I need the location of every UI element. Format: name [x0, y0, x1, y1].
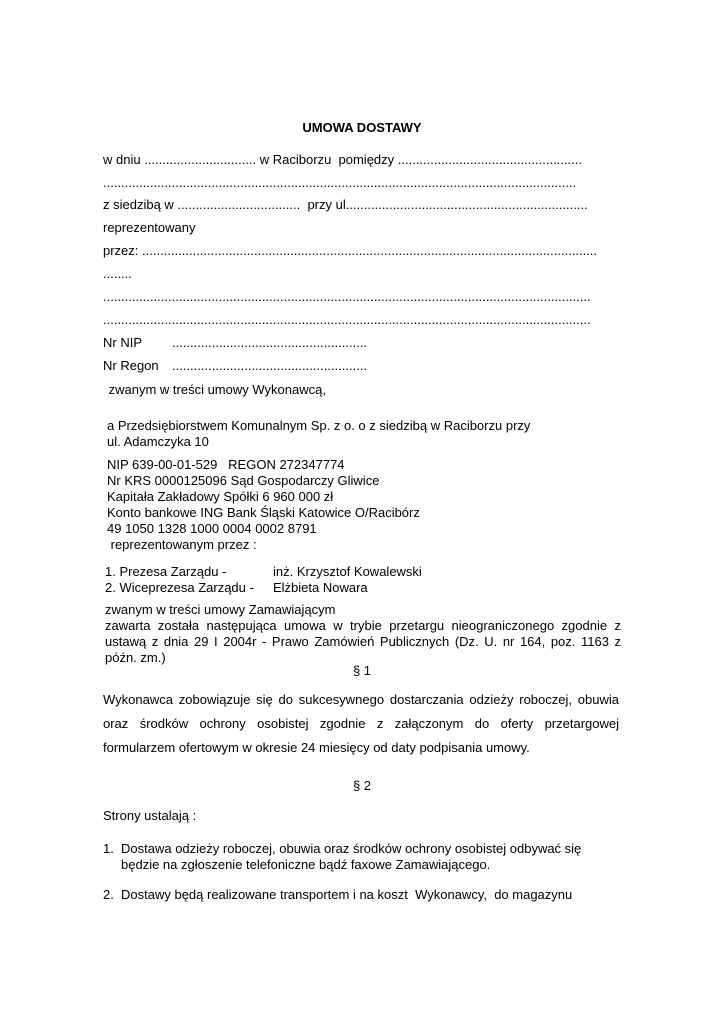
- section-1-line-2: oraz środków ochrony osobistej zgodnie z załączonym do oferty przetargowej: [103, 716, 619, 731]
- section-2-item-2-line-1: Dostawy będą realizowane transportem i na koszt Wykonawcy, do magazynu: [121, 887, 573, 902]
- legal-basis-line-1: zawarta została następująca umowa w trybie przetargu nieograniczonego zgodnie z: [105, 618, 621, 633]
- section-2-item-1-line-2: będzie na zgłoszenie telefoniczne bądź faxowe Zamawiającego.: [121, 857, 491, 872]
- header-line-dots-2: .......................................................................................................................................: [103, 312, 591, 327]
- section-1-heading: § 1: [352, 663, 372, 678]
- client-clause: zwanym w treści umowy Zamawiającym: [105, 602, 336, 617]
- header-line-address: z siedzibą w .................................. przy ul...................................................................: [103, 197, 588, 212]
- nip-value: ......................................................: [172, 335, 368, 350]
- rep-name-2: Elżbieta Nowara: [273, 580, 368, 595]
- company-represented-by: reprezentowanym przez :: [107, 537, 257, 552]
- legal-basis-line-2: ustawą z dnia 29 I 2004r - Prawo Zamówień Publicznych (Dz. U. nr 164, poz. 1163 z: [105, 634, 621, 649]
- rep-role-2: 2. Wiceprezesa Zarządu -: [105, 580, 254, 595]
- header-line-dots-1: .......................................................................................................................................: [103, 289, 591, 304]
- company-bank: Konto bankowe ING Bank Śląski Katowice O/Racibórz: [107, 505, 420, 520]
- rep-role-1: 1. Prezesa Zarządu -: [105, 564, 227, 579]
- party-line-1: a Przedsiębiorstwem Komunalnym Sp. z o. o z siedzibą w Raciborzu przy: [107, 418, 531, 433]
- rep-name-1: inż. Krzysztof Kowalewski: [273, 564, 422, 579]
- section-2-intro: Strony ustalają :: [103, 808, 197, 823]
- section-1-line-3: formularzem ofertowym w okresie 24 miesięcy od daty podpisania umowy.: [103, 740, 530, 755]
- header-line-blank: ...................................................................................................................................: [103, 175, 577, 190]
- party-line-2: ul. Adamczyka 10: [107, 434, 209, 449]
- section-2-heading: § 2: [352, 778, 372, 793]
- section-2-item-2-number: 2.: [103, 887, 114, 902]
- section-2-item-1-line-1: Dostawa odzieży roboczej, obuwia oraz środków ochrony osobistej odbywać się: [121, 841, 582, 856]
- contractor-clause: zwanym w treści umowy Wykonawcą,: [105, 382, 326, 397]
- company-account: 49 1050 1328 1000 0004 0002 8791: [107, 521, 317, 536]
- regon-value: ......................................................: [172, 358, 368, 373]
- header-line-by: przez: ..............................................................................................................................: [103, 243, 598, 258]
- header-line-date: w dniu ............................... w Raciborzu pomiędzy ...................................................: [103, 152, 582, 167]
- section-2-item-1-number: 1.: [103, 841, 114, 856]
- regon-label: Nr Regon: [103, 358, 159, 373]
- company-capital: Kapitała Zakładowy Spółki 6 960 000 zł: [107, 489, 334, 504]
- company-nip-regon: NIP 639-00-01-529 REGON 272347774: [107, 457, 345, 472]
- legal-basis-line-3: późn. zm.): [105, 650, 166, 665]
- header-line-represented: reprezentowany: [103, 220, 196, 235]
- header-line-dots-short: ........: [103, 266, 132, 281]
- section-1-line-1: Wykonawca zobowiązuje się do sukcesywnego dostarczania odzieży roboczej, obuwia: [103, 692, 619, 707]
- nip-label: Nr NIP: [103, 335, 142, 350]
- company-krs: Nr KRS 0000125096 Sąd Gospodarczy Gliwice: [107, 473, 380, 488]
- document-title: UMOWA DOSTAWY: [302, 120, 422, 135]
